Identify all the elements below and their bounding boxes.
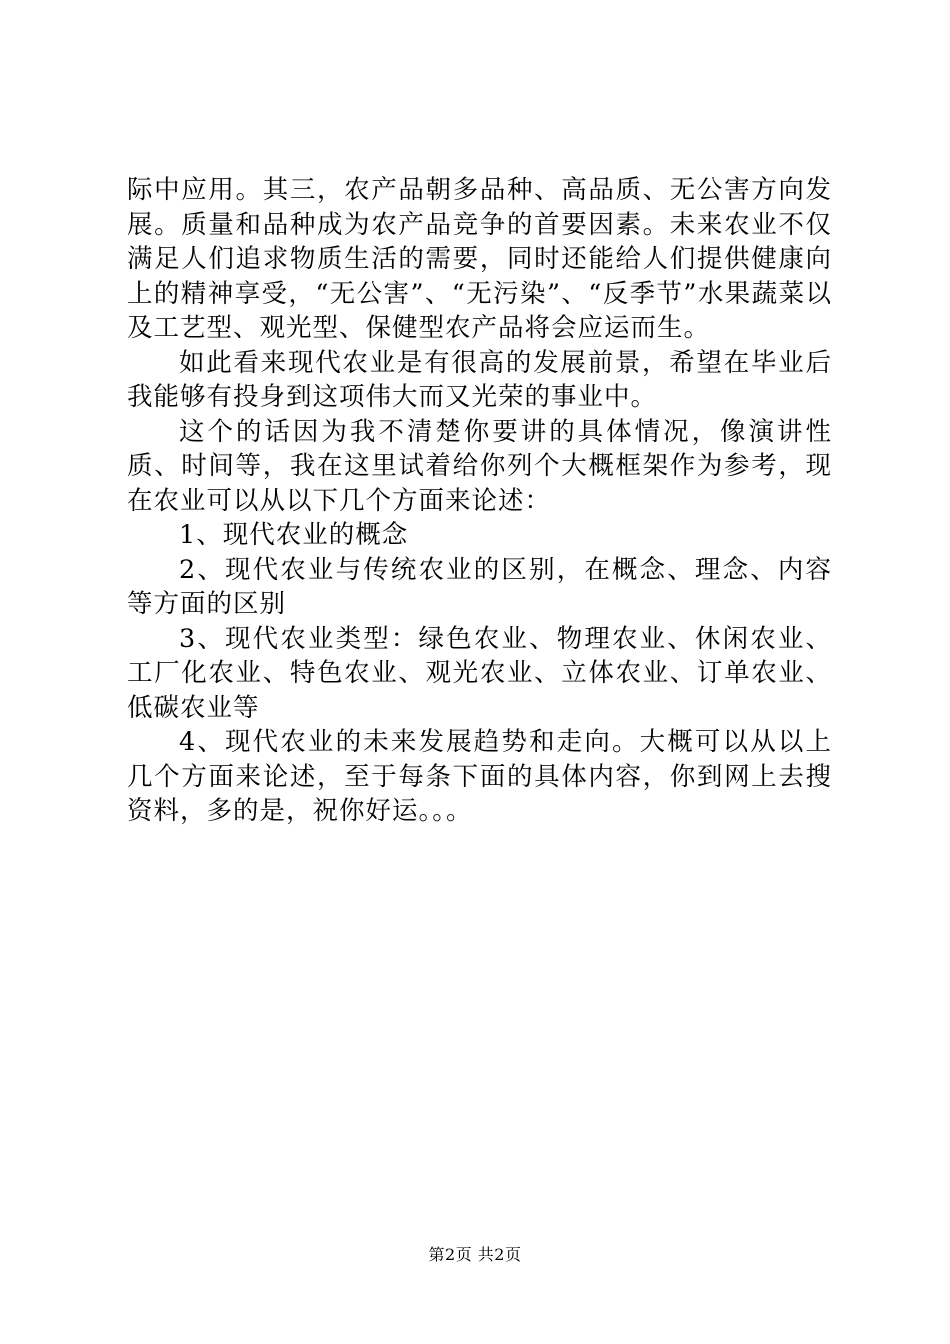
list-item-types: 3、现代农业类型：绿色农业、物理农业、休闲农业、工厂化农业、特色农业、观光农业、立体农业、订单农业、低碳农业等: [127, 623, 832, 723]
page-number-footer: 第2页 共2页: [428, 1245, 522, 1264]
list-item-difference: 2、现代农业与传统农业的区别，在概念、理念、内容等方面的区别: [127, 554, 832, 619]
paragraph-framework-intro: 这个的话因为我不清楚你要讲的具体情况，像演讲性质、时间等，我在这里试着给你列个大概框架作为参考，现在农业可以从以下几个方面来论述：: [127, 416, 832, 516]
list-item-trends: 4、现代农业的未来发展趋势和走向。大概可以从以上几个方面来论述，至于每条下面的具体内容，你到网上去搜资料，多的是，祝你好运。。。: [127, 727, 832, 826]
paragraph-prospects: 如此看来现代农业是有很高的发展前景，希望在毕业后我能够有投身到这项伟大而又光荣的事业中。: [127, 347, 832, 412]
paragraph-continuation: 际中应用。其三，农产品朝多品种、高品质、无公害方向发展。质量和品种成为农产品竞争的首要因素。未来农业不仅满足人们追求物质生活的需要，同时还能给人们提供健康向上的精神享受，“无公害”、“无污染”、“反季节”水果蔬菜以及工艺型、观光型、保健型农产品将会应运而生。: [127, 175, 832, 343]
document-body: [127, 173, 832, 829]
list-item-concept: 1、现代农业的概念: [179, 520, 409, 550]
